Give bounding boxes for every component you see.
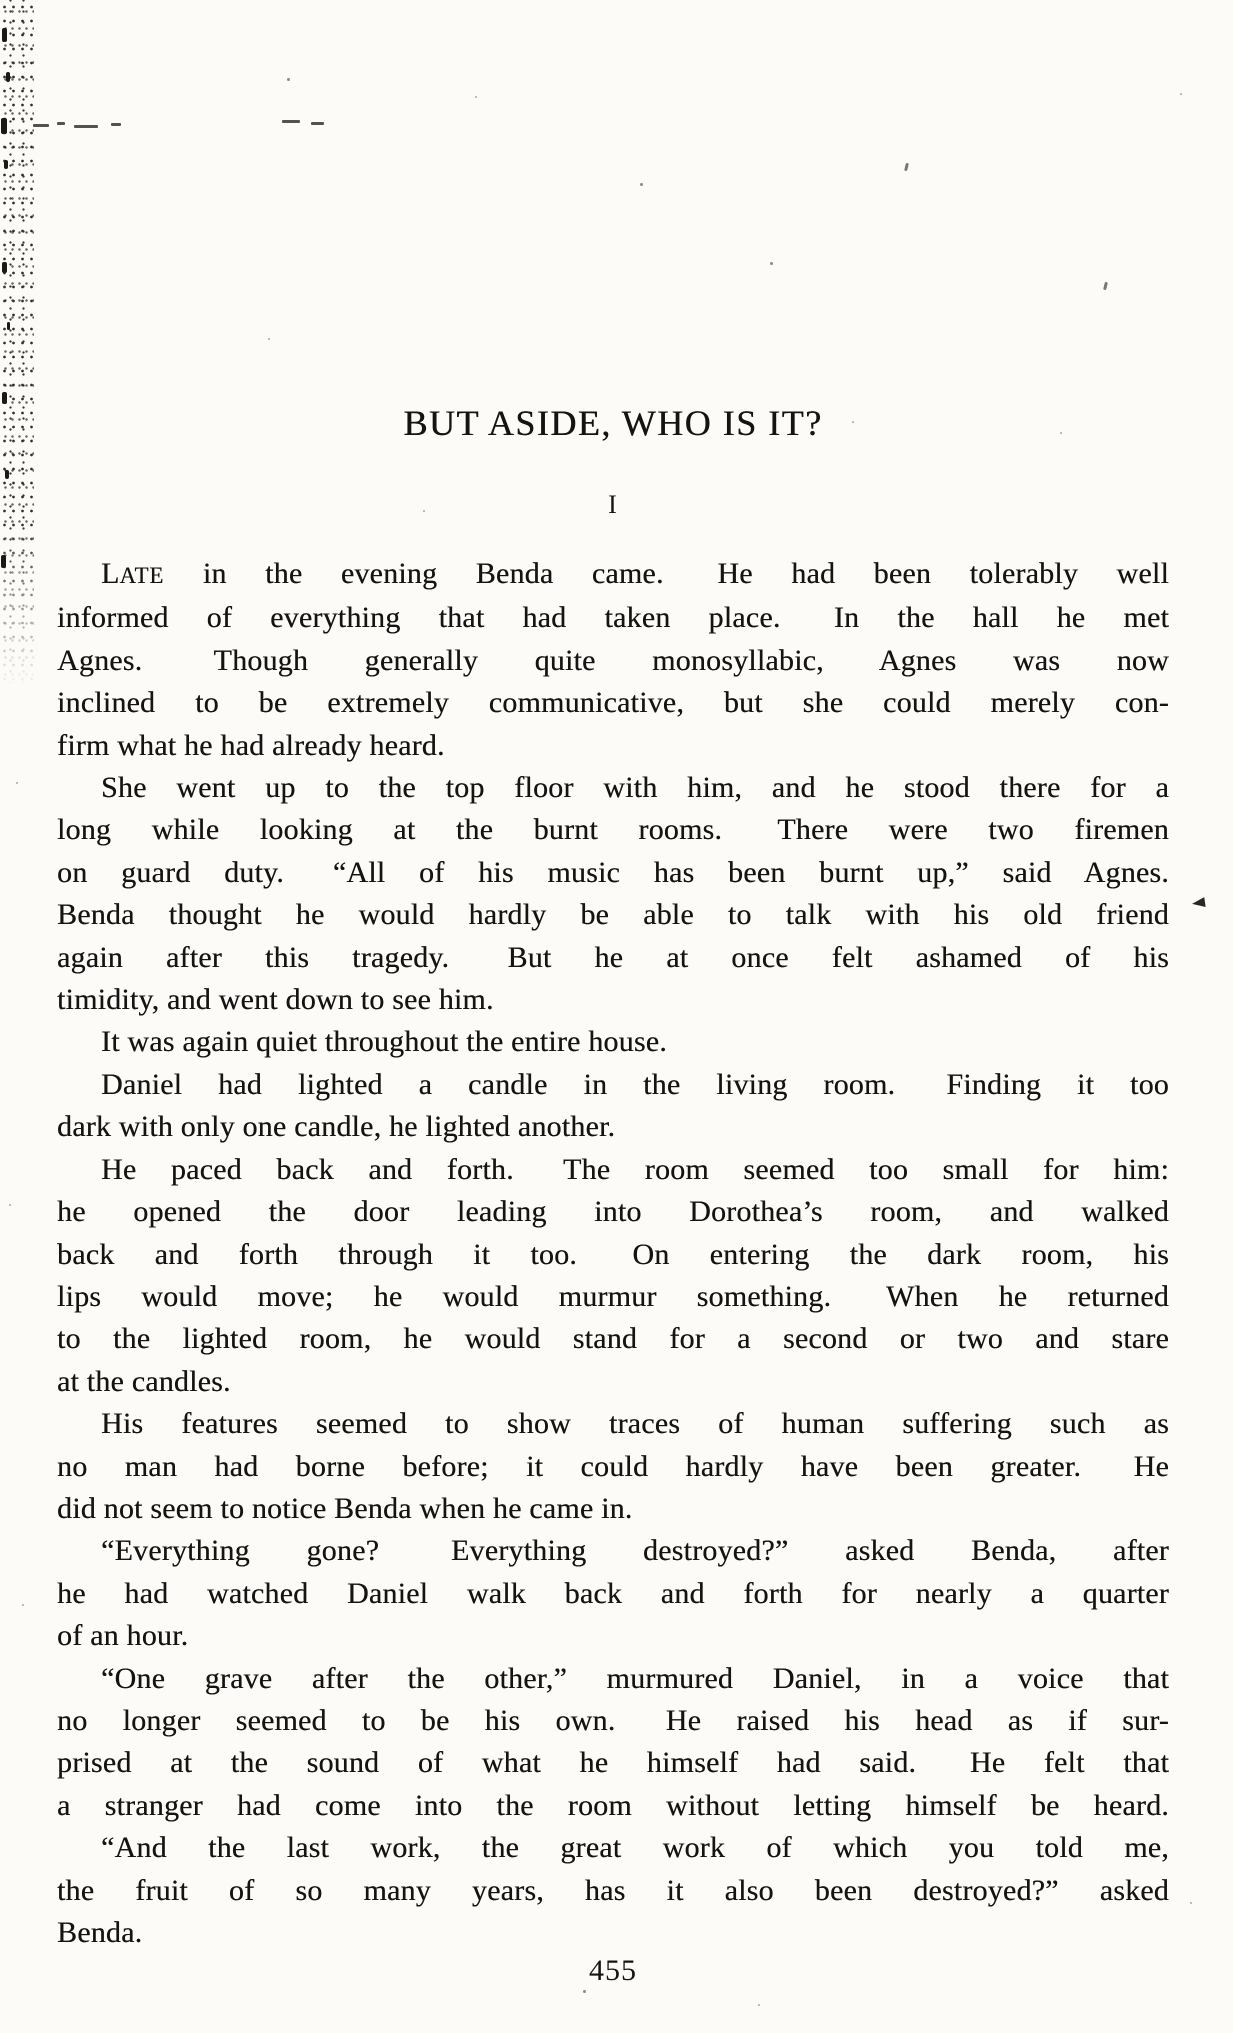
paragraph bbox=[57, 767, 1169, 1021]
scan-blob bbox=[7, 322, 10, 330]
body-text bbox=[57, 553, 1169, 1954]
text-line: on guard duty. “All of his music has been burnt up,” said Agnes. bbox=[57, 855, 1169, 889]
text-line: It was again quiet throughout the entire house. bbox=[101, 1025, 667, 1059]
text-line: His features seemed to show traces of human suffering such as bbox=[101, 1407, 1169, 1441]
text-line: inclined to be extremely communicative, but she could merely con- bbox=[57, 686, 1169, 720]
scan-speck bbox=[268, 338, 270, 340]
text-line: timidity, and went down to see him. bbox=[57, 983, 494, 1017]
paragraph bbox=[57, 1064, 1169, 1149]
scan-speck bbox=[9, 1204, 11, 1206]
text-line: lips would move; he would murmur something. When he returned bbox=[57, 1279, 1169, 1313]
scan-speck bbox=[758, 2004, 760, 2006]
text-line: he had watched Daniel walk back and forth for nearly a quarter bbox=[57, 1576, 1169, 1610]
scan-blob bbox=[1, 118, 7, 134]
text-line: no longer seemed to be his own. He raised his head as if sur- bbox=[57, 1703, 1169, 1737]
scan-speck bbox=[22, 1604, 24, 1606]
scan-dash bbox=[111, 123, 121, 126]
scan-speck bbox=[1190, 1902, 1192, 1904]
margin-ink-mark bbox=[1191, 897, 1205, 909]
scan-dash bbox=[74, 125, 98, 128]
paragraph bbox=[57, 1403, 1169, 1530]
text-line: informed of everything that had taken place. In the hall he met bbox=[57, 601, 1169, 635]
scan-blob bbox=[6, 72, 10, 82]
chapter-title: BUT ASIDE, WHO IS IT? bbox=[403, 403, 823, 443]
paragraph bbox=[57, 1827, 1169, 1954]
scan-blob bbox=[4, 160, 8, 169]
text-line: Benda. bbox=[57, 1916, 143, 1949]
text-line: the fruit of so many years, has it also been destroyed?” asked bbox=[57, 1873, 1169, 1907]
text-line: of an hour. bbox=[57, 1619, 189, 1653]
scan-speck bbox=[1180, 93, 1182, 95]
scan-speck bbox=[287, 78, 290, 81]
text-line: long while looking at the burnt rooms. There were two firemen bbox=[57, 813, 1169, 847]
paragraph bbox=[57, 1530, 1169, 1657]
scan-speck bbox=[640, 183, 643, 186]
scan-blob bbox=[2, 28, 7, 42]
text-line: LATE in the evening Benda came. He had been tolerably well bbox=[101, 557, 1169, 590]
scan-speck bbox=[904, 163, 909, 171]
scan-dash bbox=[282, 120, 300, 123]
scan-speck bbox=[1103, 282, 1108, 290]
scan-blob bbox=[5, 470, 9, 479]
text-line: again after this tragedy. But he at once felt ashamed of his bbox=[57, 940, 1169, 974]
text-line: He paced back and forth. The room seemed too small for him: bbox=[101, 1152, 1169, 1186]
text-line: prised at the sound of what he himself had said. He felt that bbox=[57, 1746, 1169, 1780]
scan-edge-noise bbox=[0, 0, 34, 690]
scan-speck bbox=[770, 262, 773, 265]
text-line: Agnes. Though generally quite monosyllabic, Agnes was now bbox=[57, 643, 1169, 677]
text-line: firm what he had already heard. bbox=[57, 728, 445, 762]
text-line: “Everything gone? Everything destroyed?” asked Benda, after bbox=[101, 1534, 1169, 1568]
paragraph bbox=[57, 1658, 1169, 1828]
paragraph bbox=[57, 553, 1169, 767]
text-line: no man had borne before; it could hardly have been greater. He bbox=[57, 1449, 1169, 1483]
text-line: to the lighted room, he would stand for a second or two and stare bbox=[57, 1322, 1169, 1356]
scan-dash bbox=[311, 122, 324, 125]
text-line: Benda thought he would hardly be able to talk with his old friend bbox=[57, 898, 1169, 932]
text-line: “And the last work, the great work of which you told me, bbox=[101, 1831, 1169, 1865]
text-line: he opened the door leading into Dorothea’s room, and walked bbox=[57, 1195, 1169, 1229]
paragraph bbox=[57, 1149, 1169, 1403]
scan-speck bbox=[16, 782, 18, 784]
scan-speck bbox=[583, 1990, 586, 1993]
paragraph bbox=[57, 1021, 1169, 1063]
small-caps-word: LATE bbox=[101, 557, 165, 590]
text-line: back and forth through it too. On entering the dark room, his bbox=[57, 1237, 1169, 1271]
text-line: a stranger had come into the room without letting himself be heard. bbox=[57, 1788, 1169, 1822]
text-line: She went up to the top floor with him, and he stood there for a bbox=[101, 771, 1169, 805]
scan-blob bbox=[2, 392, 7, 404]
text-line: did not seem to notice Benda when he came in. bbox=[57, 1491, 633, 1525]
text-line: dark with only one candle, he lighted another. bbox=[57, 1110, 616, 1144]
section-numeral: I bbox=[608, 490, 618, 519]
scan-blob bbox=[2, 262, 7, 273]
scan-dash bbox=[33, 124, 49, 127]
scan-dash bbox=[57, 122, 65, 125]
text-line: at the candles. bbox=[57, 1364, 231, 1398]
text-line: “One grave after the other,” murmured Daniel, in a voice that bbox=[101, 1661, 1169, 1695]
page-number: 455 bbox=[589, 1954, 637, 1987]
scan-blob bbox=[1, 555, 6, 568]
text-line: Daniel had lighted a candle in the living room. Finding it too bbox=[101, 1067, 1169, 1101]
scan-speck bbox=[475, 96, 477, 98]
